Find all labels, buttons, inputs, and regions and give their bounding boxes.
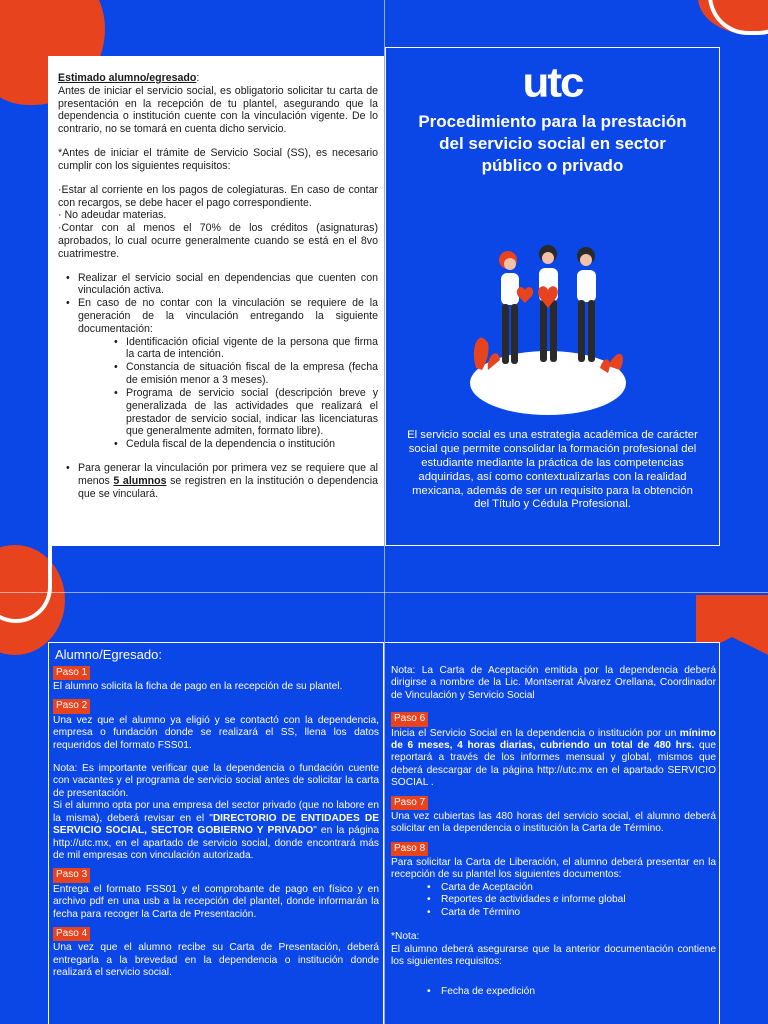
step-badge: Paso 3 bbox=[53, 868, 90, 882]
step-text: Inicia el Servicio Social en la dependencia o institución por un mínimo de 6 meses, 4 horas diarias, cubriendo un total de 480 hrs. que reportará a través de los informes mensual y global, mismos que deberá descargar de la página http://utc.mx en el apartado SERVICIO SOCIAL . bbox=[391, 727, 716, 789]
step-badge: Paso 4 bbox=[53, 927, 90, 941]
document-item: • Carta de Aceptación bbox=[427, 882, 716, 894]
requirements-intro: *Antes de iniciar el trámite de Servicio Social (SS), es necesario cumplir con los siguientes requisitos: bbox=[58, 147, 378, 172]
requirement-item: • Fecha de expedición bbox=[427, 986, 716, 998]
greeting: Estimado alumno/egresado bbox=[58, 72, 197, 84]
step-badge: Paso 1 bbox=[53, 666, 90, 680]
bullet-item: • En caso de no contar con la vinculación se requiere de la generación de la vinculación entregando la siguiente documentación: • Identificación oficial vigente de la persona que firma la carta de intención. • Constancia de situación fiscal de la empresa (fecha de emisión menor a 3 meses). • Programa de servicio social (descripción breve y generalizada de las actividades que realizará el prestador de servicio social, indicar las licenciaturas que generalmente admiten, formato libre). • Cedula fiscal de la dependencia o institución bbox=[66, 297, 378, 451]
steps-card-left bbox=[48, 642, 384, 1024]
bullet-item: • Realizar el servicio social en dependencias que cuenten con vinculación activa. bbox=[66, 272, 378, 298]
sub-bullet-item: • Identificación oficial vigente de la persona que firma la carta de intención. bbox=[114, 336, 378, 362]
step-text: El alumno solicita la ficha de pago en la recepción de su plantel. bbox=[53, 681, 343, 693]
cover-card bbox=[385, 47, 720, 546]
students-illustration-icon bbox=[468, 218, 628, 418]
step-note: Nota: Es importante verificar que la dependencia o fundación cuente con vacantes y el programa de servicio social antes de solicitar la carta de presentación. bbox=[53, 762, 379, 799]
service-description: El servicio social es una estrategia académica de carácter social que permite consolidar la formación profesional del estudiante mediante la práctica de las competencias adquiridas, así como contextualizarlas con la realidad mexicana, además de ser un requisito para la obtención del Título y Cédula Profesional. bbox=[407, 429, 698, 511]
decor-ring-top-right bbox=[708, 0, 768, 35]
step-badge: Paso 2 bbox=[53, 699, 90, 713]
bullet-item-students: • Para generar la vinculación por primera vez se requiere que al menos 5 alumnos se registren en la institución o dependencia que se vinculará. bbox=[66, 462, 378, 500]
step-text: Para solicitar la Carta de Liberación, el alumno deberá presentar en la recepción de su plantel los siguientes documentos: bbox=[391, 856, 716, 881]
document-item: • Reportes de actividades e informe global bbox=[427, 894, 716, 906]
step-text: Una vez cubiertas las 480 horas del servicio social, el alumno deberá solicitar en la dependencia o institución la Carta de Término. bbox=[391, 810, 716, 835]
step-badge: Paso 8 bbox=[391, 842, 428, 856]
requirements-card: Estimado alumno/egresado: Antes de iniciar el servicio social, es obligatorio solicitar tu carta de presentación en la recepción de tu plantel, asegurando que la dependencia o institución cuente con la vinculación vigente. De lo contrario, no se tomará en cuenta dicho servicio. *Antes de iniciar el trámite de Servicio Social (SS), es necesario cumplir con los siguientes requisitos: ·Estar al corriente en los pagos de colegiaturas. En caso de contar con recargos, se debe hacer el pago correspondiente. · No adeudar materias. ·Contar con al menos el 70% de los créditos (asignaturas) aprobados, lo cual ocurre generalmente cuando se está en el 8vo cuatrimestre. • Realizar el servicio social en dependencias que cuenten con vinculación activa. • En caso de no contar con la vinculación se requiere de la generación de la vinculación entregando la siguiente documentación: • Identificación oficial vigente de la persona que firma la carta de intención. • Constancia de situación fiscal de la empresa (fecha de emisión menor a 3 meses). • Programa de servicio social (descripción breve y generalizada de las actividades que realizará el prestador de servicio social, indicar las licenciaturas que generalmente admiten, formato libre). • Cedula fiscal de la dependencia o institución • Para generar la vinculación por primera vez se requiere que al menos 5 alumnos se registren en la institución o dependencia que se vinculará. bbox=[48, 56, 384, 546]
step-badge: Paso 6 bbox=[391, 712, 428, 726]
sub-bullet-item: • Cedula fiscal de la dependencia o institución bbox=[114, 438, 378, 451]
final-note-text: El alumno deberá asegurarse que la anterior documentación contiene los siguientes requisitos: bbox=[391, 943, 716, 967]
step-badge: Paso 7 bbox=[391, 796, 428, 810]
requirement-item: ·Estar al corriente en los pagos de colegiaturas. En caso de contar con recargos, se debe hacer el pago correspondiente. bbox=[58, 183, 378, 209]
step-text: Una vez que el alumno recibe su Carta de Presentación, deberá entregarla a la brevedad en la dependencia o institución donde realizará el servicio social. bbox=[53, 942, 379, 979]
requirement-item: ·Contar con al menos el 70% de los créditos (asignaturas) aprobados, lo cual ocurre generalmente cuando se está en el 8vo cuatrimestre. bbox=[58, 222, 378, 260]
sub-bullet-item: • Constancia de situación fiscal de la empresa (fecha de emisión menor a 3 meses). bbox=[114, 361, 378, 387]
sub-bullet-item: • Programa de servicio social (descripción breve y generalizada de las actividades que realizará el prestador de servicio social, indicar las licenciaturas que generalmente admiten, formato libre). bbox=[114, 387, 378, 438]
page-title: Procedimiento para la prestación del servicio social en sector público o privado bbox=[418, 112, 687, 176]
step-private-text: Si el alumno opta por una empresa del sector privado (que no labore en la misma), deberá revisar en el "DIRECTORIO DE ENTIDADES DE SERVICIO SOCIAL, SECTOR GOBIERNO Y PRIVADO" en la página http://utc.mx, en el apartado de servicio social, donde encontrará más de mil empresas con vinculación autorizada. bbox=[53, 800, 380, 862]
fold-line-horizontal bbox=[0, 592, 768, 593]
utc-logo: utc bbox=[522, 59, 583, 106]
requirement-item: · No adeudar materias. bbox=[58, 209, 167, 222]
acceptance-note: Nota: La Carta de Aceptación emitida por la dependencia deberá dirigirse a nombre de la Lic. Montserrat Álvarez Orellana, Coordinador de Vinculación y Servicio Social bbox=[391, 665, 716, 701]
step-text: Una vez que el alumno ya eligió y se contactó con la dependencia, empresa o fundación donde se realizará el SS, llena los datos requeridos del formato FSS01. bbox=[53, 714, 379, 751]
steps-heading: Alumno/Egresado: bbox=[55, 647, 162, 662]
document-item: • Carta de Término bbox=[427, 907, 716, 919]
final-note-label: *Nota: bbox=[391, 931, 420, 943]
steps-card-right bbox=[385, 642, 720, 1024]
step-text: Entrega el formato FSS01 y el comprobante de pago en físico y en archivo pdf en una usb a la recepción del plantel, donde informarán la fecha para recoger la Carta de Presentación. bbox=[53, 883, 379, 920]
intro-text: Antes de iniciar el servicio social, es obligatorio solicitar tu carta de presentación en la recepción de tu plantel, asegurando que la dependencia o institución cuente con la vinculación vigente. De lo contrario, no se tomará en cuenta dicho servicio. bbox=[58, 84, 378, 136]
